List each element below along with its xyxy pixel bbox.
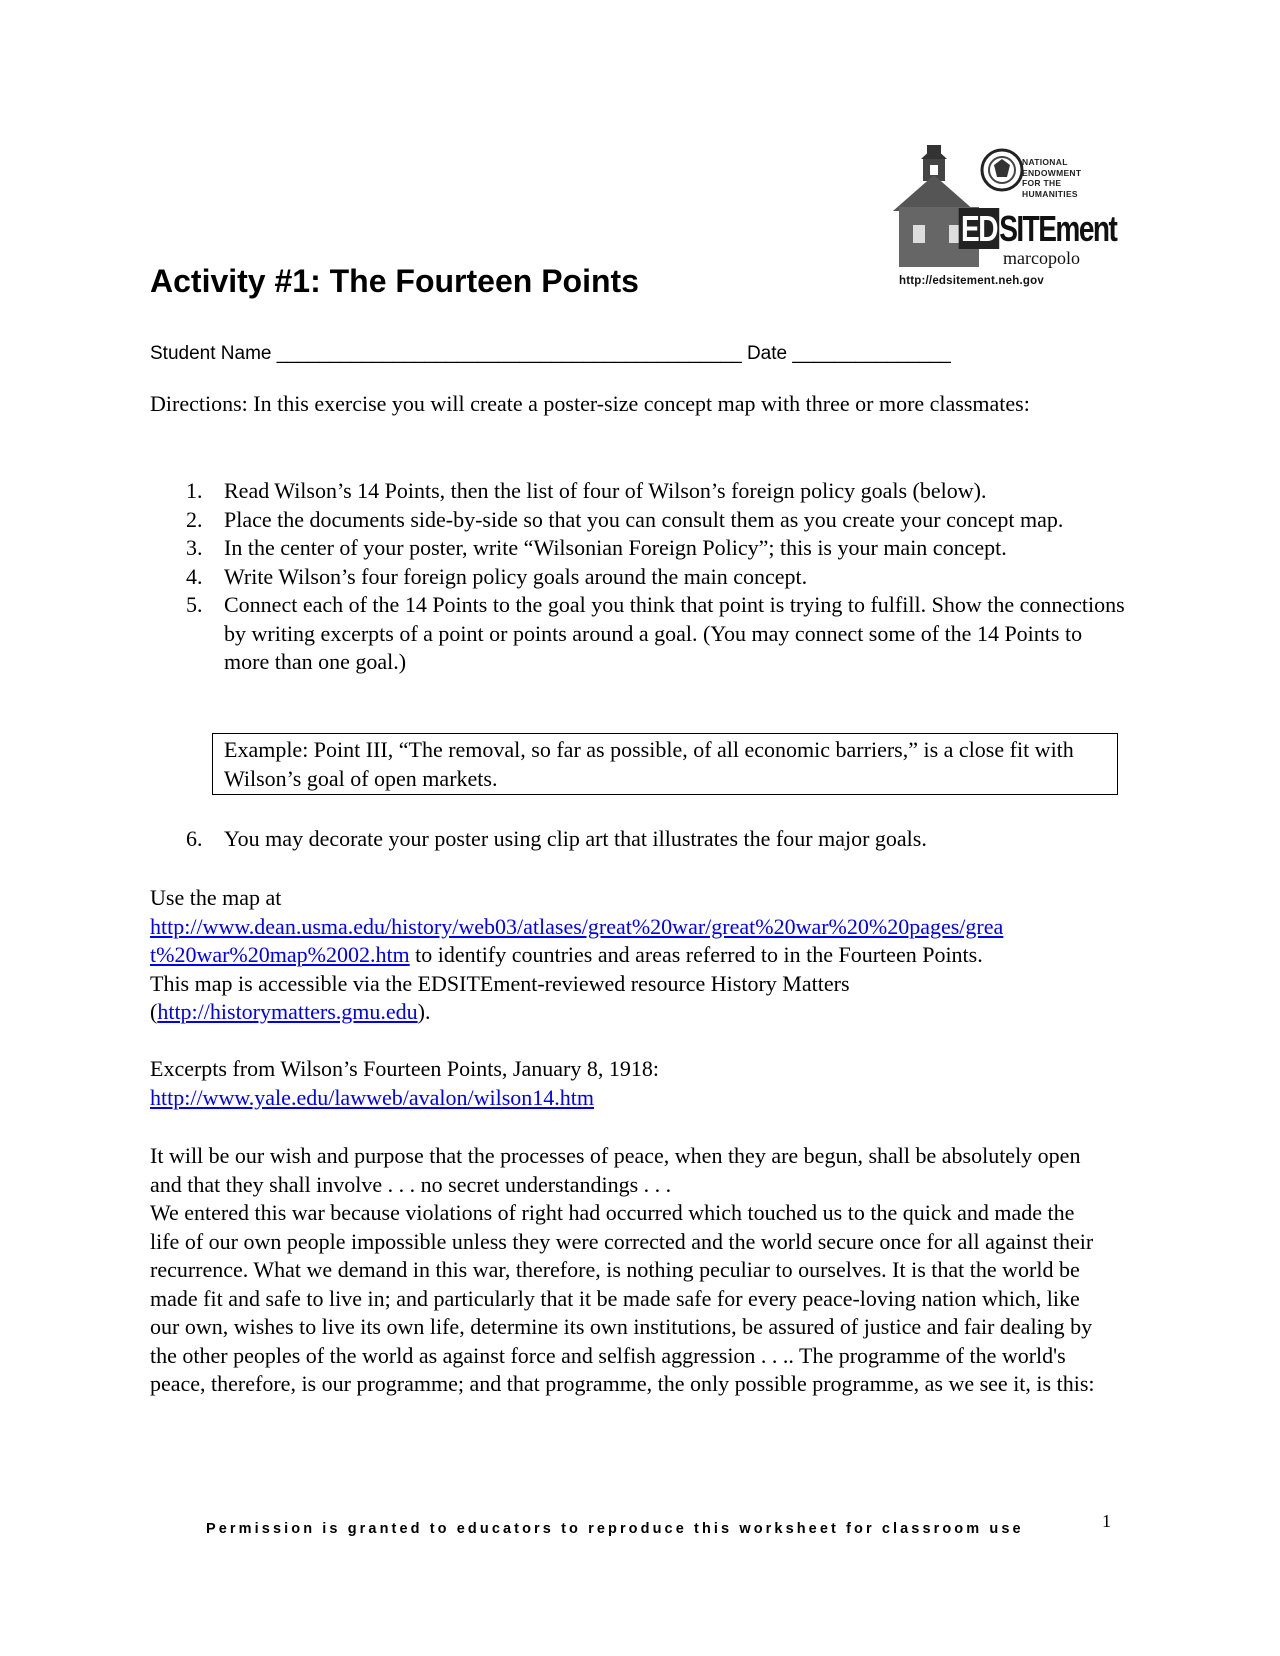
org-line: NATIONAL — [1022, 157, 1068, 167]
edsitement-logo — [893, 145, 1117, 293]
list-item — [150, 506, 1130, 535]
list-item-text: Read Wilson’s 14 Points, then the list of four of Wilson’s foreign policy goals (below). — [224, 478, 987, 503]
page-number: 1 — [1102, 1511, 1111, 1531]
list-item-text: Place the documents side-by-side so that you can consult them as you create your concept map. — [224, 506, 1064, 532]
map-paragraph — [150, 884, 1140, 1027]
map-link-line2[interactable]: t%20war%20map%2002.htm — [150, 942, 410, 967]
footer-permission: Permission is granted to educators to reproduce this worksheet for classroom use — [206, 1521, 1024, 1537]
list-item-text: You may decorate your poster using clip art that illustrates the four major goals. — [224, 826, 927, 851]
excerpts-heading: Excerpts from Wilson’s Fourteen Points, January 8, 1918: — [150, 1056, 659, 1081]
page-title: Activity #1: The Fourteen Points — [150, 263, 639, 299]
paren: ( — [150, 999, 158, 1024]
logo-url: http://edsitement.neh.gov — [899, 275, 1044, 287]
list-number: 6. — [186, 826, 203, 851]
directions: Directions: In this exercise you will create a poster-size concept map with three or more classmates: — [150, 391, 1030, 416]
org-line: ENDOWMENT — [1022, 167, 1082, 178]
excerpts-section — [150, 1055, 1140, 1112]
list-number: 2. — [186, 506, 203, 532]
list-item-text: Write Wilson’s four foreign policy goals around the main concept. — [224, 563, 808, 589]
list-number: 4. — [186, 563, 203, 589]
list-item — [150, 477, 1130, 506]
paren: ). — [417, 999, 431, 1024]
org-line: FOR THE — [1022, 178, 1062, 188]
map-link[interactable] — [150, 914, 1003, 939]
list-item-text: In the center of your poster, write “Wilsonian Foreign Policy”; this is your main concept. — [224, 535, 1007, 560]
org-line: HUMANITIES — [1022, 188, 1078, 199]
list-number: 1. — [186, 478, 203, 503]
list-item — [150, 563, 1130, 592]
map-access-note: This map is accessible via the EDSITEment-reviewed resource History Matters — [150, 970, 850, 996]
step-6 — [150, 825, 1130, 854]
speech-excerpt — [150, 1142, 1100, 1399]
brand-sub: marcopolo — [1003, 248, 1080, 268]
excerpt-paragraph: It will be our wish and purpose that the processes of peace, when they are begun, shall be absolutely open and that they shall involve . . . no secret understandings . . . — [150, 1143, 1081, 1197]
brand-ed: ED — [959, 208, 1000, 249]
list-item-text: Connect each of the 14 Points to the goal you think that point is trying to fulfill. Show the connections by writing excerpts of a point or points around a goal. (You may connect some of the 14 Points to more than one goal.) — [224, 592, 1125, 674]
example-box: Example: Point III, “The removal, so far as possible, of all economic barriers,” is a close fit with Wilson’s goal of open markets. — [212, 733, 1118, 795]
map-link-continued[interactable] — [150, 942, 410, 967]
list-item — [150, 591, 1130, 677]
history-matters-link[interactable]: http://historymatters.gmu.edu — [157, 999, 418, 1024]
map-description: to identify countries and areas referred to in the Fourteen Points. — [409, 942, 983, 967]
excerpt-paragraph: We entered this war because violations of right had occurred which touched us to the quick and made the life of our own people impossible unless they were corrected and the world secure once for all against their recurrence. What we demand in this war, therefore, is nothing peculiar to ourselves. It is that the world be made fit and safe to live in; and particularly that it be made safe for every peace-loving nation which, like our own, wishes to live its own life, determine its own institutions, be assured of justice and fair dealing by the other peoples of the world as against force and selfish aggression . . .. The programme of the world's peace, therefore, is our programme; and that programme, the only possible programme, as we see it, is this: — [150, 1200, 1095, 1396]
student-name-date-line: Student Name ____________________________________________ Date _______________ — [150, 343, 951, 364]
avalon-link[interactable]: http://www.yale.edu/lawweb/avalon/wilson14.htm — [150, 1084, 594, 1110]
list-number: 3. — [186, 535, 203, 560]
list-item — [150, 534, 1130, 563]
steps-list — [150, 477, 1130, 677]
map-link-line1[interactable]: http://www.dean.usma.edu/history/web03/atlases/great%20war/great%20war%20%20pages/grea — [150, 913, 1004, 939]
brand-sitement: SITEment — [999, 208, 1117, 249]
neh-org-name — [1022, 157, 1094, 199]
map-intro: Use the map at — [150, 885, 282, 910]
list-number: 5. — [186, 592, 203, 617]
list-item — [150, 825, 1130, 854]
brand-wordmark — [961, 208, 1117, 249]
